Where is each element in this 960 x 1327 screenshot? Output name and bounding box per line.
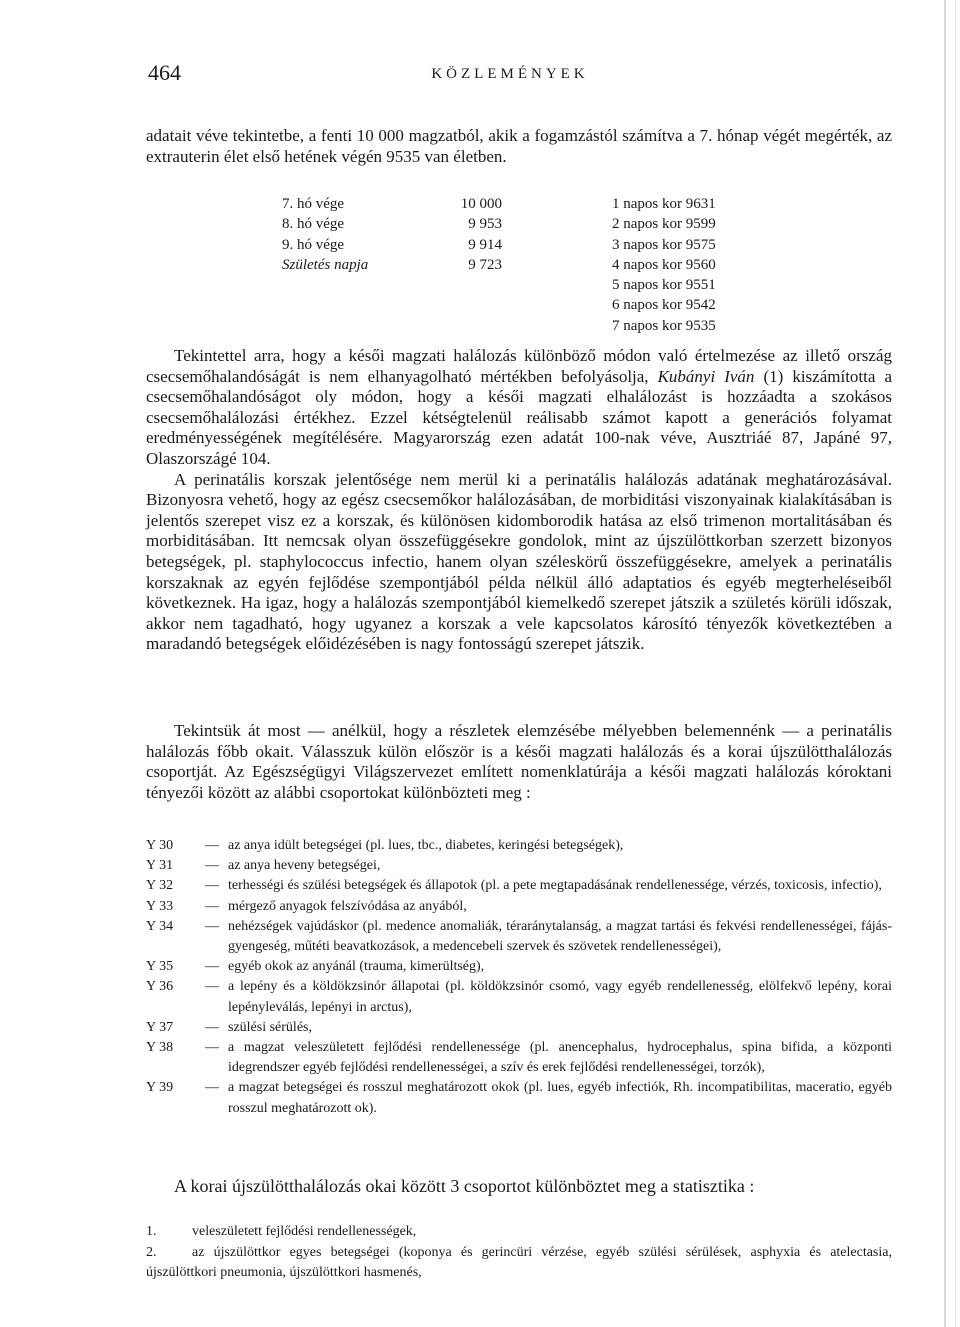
list-item: [146, 897, 892, 917]
list-item: [146, 957, 892, 977]
cause-code: Y 34: [146, 918, 174, 934]
list-item: [146, 977, 892, 1017]
group-text: az újszülöttkor egyes betegségei (koponya és gerincüri vérzése, egyéb szülési sérülések, asphyxia és atelectasia, újszülöttkori pneumonia, újszülöttkori hasmenés,: [146, 1244, 892, 1280]
cause-dash: —: [205, 838, 219, 853]
group-list: [146, 1222, 892, 1284]
cause-code: Y 35: [146, 959, 174, 975]
cause-dash: —: [205, 959, 219, 975]
row-day-count: 3 napos kor 9575: [612, 236, 716, 253]
cause-description: terhességi és szülési betegségek és állapotok (pl. a pete megtapadásának rendellenessége, vérzés, toxicosis, infectio),: [228, 878, 882, 894]
cause-dash: —: [205, 1080, 219, 1096]
cause-code: Y 36: [146, 979, 174, 995]
cause-code: Y 37: [146, 1019, 174, 1035]
running-head: KÖZLEMÉNYEK: [431, 66, 589, 82]
list-item: [146, 1243, 892, 1284]
table-row: [282, 235, 772, 255]
row-day-count: 6 napos kor 9542: [612, 297, 716, 314]
cause-description: mérgező anyagok felszívódása az anyából,: [228, 898, 467, 914]
cause-description: a lepény és a köldökzsinór állapotai (pl. köldökzsinór csomó, vagy egyéb rendellenesség, elölfekvő lepény, korai lepényleválás, lepényi in arctus),: [228, 979, 892, 1015]
page-edge-shadow: [944, 0, 946, 1327]
row-count: 9 953: [468, 216, 502, 233]
table-row: [282, 214, 772, 234]
row-label: Születés napja: [282, 256, 369, 273]
cause-description: a magzat veleszületett fejlődési rendellenessége (pl. anencephalus, hydrocephalus, spina bifida, a központi idegrendszer egyéb fejlődési rendellenességei, a szív és erek fejlődési rendellenességei, torzók),: [228, 1040, 892, 1076]
row-day-count: 7 napos kor 9535: [612, 317, 716, 334]
main-paragraph-2: [146, 721, 892, 803]
row-label: 7. hó vége: [282, 196, 345, 212]
cause-code: Y 30: [146, 838, 174, 853]
row-day-count: 1 napos kor 9631: [612, 196, 716, 212]
list-item: [146, 1078, 892, 1118]
cause-code: Y 32: [146, 878, 174, 894]
cause-dash: —: [205, 858, 219, 874]
row-count: 9 914: [468, 236, 502, 253]
cause-description: az anya heveny betegségei,: [228, 858, 381, 874]
row-day-count: 4 napos kor 9560: [612, 256, 716, 273]
cause-list: [146, 836, 892, 1119]
row-count: [442, 316, 612, 336]
list-item: [146, 917, 892, 957]
cause-code: Y 38: [146, 1040, 174, 1056]
row-count: 9 723: [468, 256, 502, 273]
intro-paragraph: adatait véve tekintetbe, a fenti 10 000 magzatból, akik a fogamzástól számítva a 7. hónap végét megérték, az extrauterin élet első hetének végén 9535 van életben.: [146, 126, 892, 166]
list-item: [146, 1018, 892, 1038]
table-row: [282, 255, 772, 275]
paragraph-text: Tekintsük át most — anélkül, hogy a részletek elemzésébe mélyebben belemennénk — a perinatális halálozás főbb okait. Válasszuk külön először is a késői magzati halálozás és a korai újszülötthalálozás csoportját. Az Egészségügyi Világszervezet említett nomenklatúrája a késői magzati halálozás kóroktani tényezői között az alábbi csoportokat különbözteti meg :: [146, 721, 892, 802]
row-day-count: 2 napos kor 9599: [612, 216, 716, 233]
paragraph-text: A korai újszülötthalálozás okai között 3 csoportot különböztet meg a statisztika :: [174, 1176, 755, 1196]
closing-paragraph: [146, 1175, 892, 1197]
row-label: 9. hó vége: [282, 236, 345, 253]
paragraph-text: A perinatális korszak jelentősége nem merül ki a perinatális halálozás adatának meghatározásával. Bizonyosra vehető, hogy az egész csecsemőkor halálozásában, de morbiditási viszonyainak kialakításában is jelentős szerepet visz ez a korszak, és különösen kidomborodik hatása az első trimenon mortalitásában és morbiditásában. Itt nemcsak olyan összefüggésekre gondolok, mint az újszülöttkorban szerzett bizonyos betegségek, pl. staphylococcus infectio, hanem olyan széleskörű összefüggésekre, amelyek a perinatális korszaknak az egyén fejlődése szempontjából példa nélkül álló adaptatios és egyéb megterheléseiből következnek. Ha igaz, hogy a halálozás szempontjából kiemelkedő szerepet játszik a születés körüli időszak, akkor nem tagadható, hogy ugyanez a korszak a vele kapcsolatos károsító tényezők következtében a maradandó betegségek előidézésében is nagy fontosságú szerepet játszik.: [146, 469, 892, 654]
row-label: [282, 316, 442, 336]
cause-description: az anya idült betegségei (pl. lues, tbc., diabetes, keringési betegségek),: [228, 838, 624, 853]
paragraph-text: (1) kiszámította a csecsemőhalandóságot oly módon, hogy a késői magzati elhalálozást is hozzáadta a szokásos csecsemőhalálozási értékhez. Ezzel kétségtelenül reálisabb számot kapott a generációs folyamat eredményességének megítélésére. Magyarország ezen adatát 100-nak véve, Ausztriáé 87, Japáné 97, Olaszországé 104.: [146, 366, 892, 468]
page-number: 464: [148, 60, 181, 85]
cause-dash: —: [205, 918, 219, 934]
group-number: 2.: [146, 1244, 157, 1260]
group-text: veleszületett fejlődési rendellenességek,: [192, 1224, 417, 1239]
page-edge-line: [955, 0, 956, 1327]
table-row: [282, 316, 772, 336]
cause-dash: —: [205, 898, 219, 914]
cause-code: Y 33: [146, 898, 174, 914]
cause-code: Y 31: [146, 858, 174, 874]
row-count: [442, 295, 612, 315]
row-day-count: 5 napos kor 9551: [612, 277, 716, 294]
table-row: [282, 194, 772, 214]
row-label: 8. hó vége: [282, 216, 345, 233]
list-item: [146, 836, 892, 856]
cause-code: Y 39: [146, 1080, 174, 1096]
cause-description: egyéb okok az anyánál (trauma, kimerültség),: [228, 959, 485, 975]
cause-dash: —: [205, 1019, 219, 1035]
author-name: Kubányi Iván: [657, 366, 755, 386]
cause-description: a magzat betegségei és rosszul meghatározott okok (pl. lues, egyéb infectiók, Rh. incompatibilitas, maceratio, egyéb rosszul meghatározott ok).: [228, 1080, 892, 1116]
cause-dash: —: [205, 878, 219, 894]
table-row: [282, 275, 772, 295]
cause-description: szülési sérülés,: [228, 1019, 312, 1035]
cause-dash: —: [205, 979, 219, 995]
group-number: 1.: [146, 1224, 157, 1239]
row-label: [282, 295, 442, 315]
table-row: [282, 295, 772, 315]
row-count: [442, 275, 612, 295]
main-paragraph-1: [146, 346, 892, 655]
list-item: [146, 1038, 892, 1078]
list-item: [146, 856, 892, 876]
survival-table: [282, 194, 772, 336]
list-item: [146, 876, 892, 896]
list-item: [146, 1222, 892, 1243]
row-count: 10 000: [460, 196, 502, 212]
cause-dash: —: [205, 1040, 219, 1056]
row-label: [282, 275, 442, 295]
paragraph-text: Tekintettel arra, hogy a késői magzati halálozás különböző módon való értelmezése az illető ország csecsemőhalandóságát is nem elhanyagolható mértékben befolyásolja,: [146, 346, 892, 386]
cause-description: nehézségek vajúdáskor (pl. medence anomaliák, téraránytalanság, a magzat tartási és fekvési rendellenességei, fájás-gyengeség, műtéti beavatkozások, a medencebeli szervek és szövetek rendellenességei),: [228, 918, 892, 955]
